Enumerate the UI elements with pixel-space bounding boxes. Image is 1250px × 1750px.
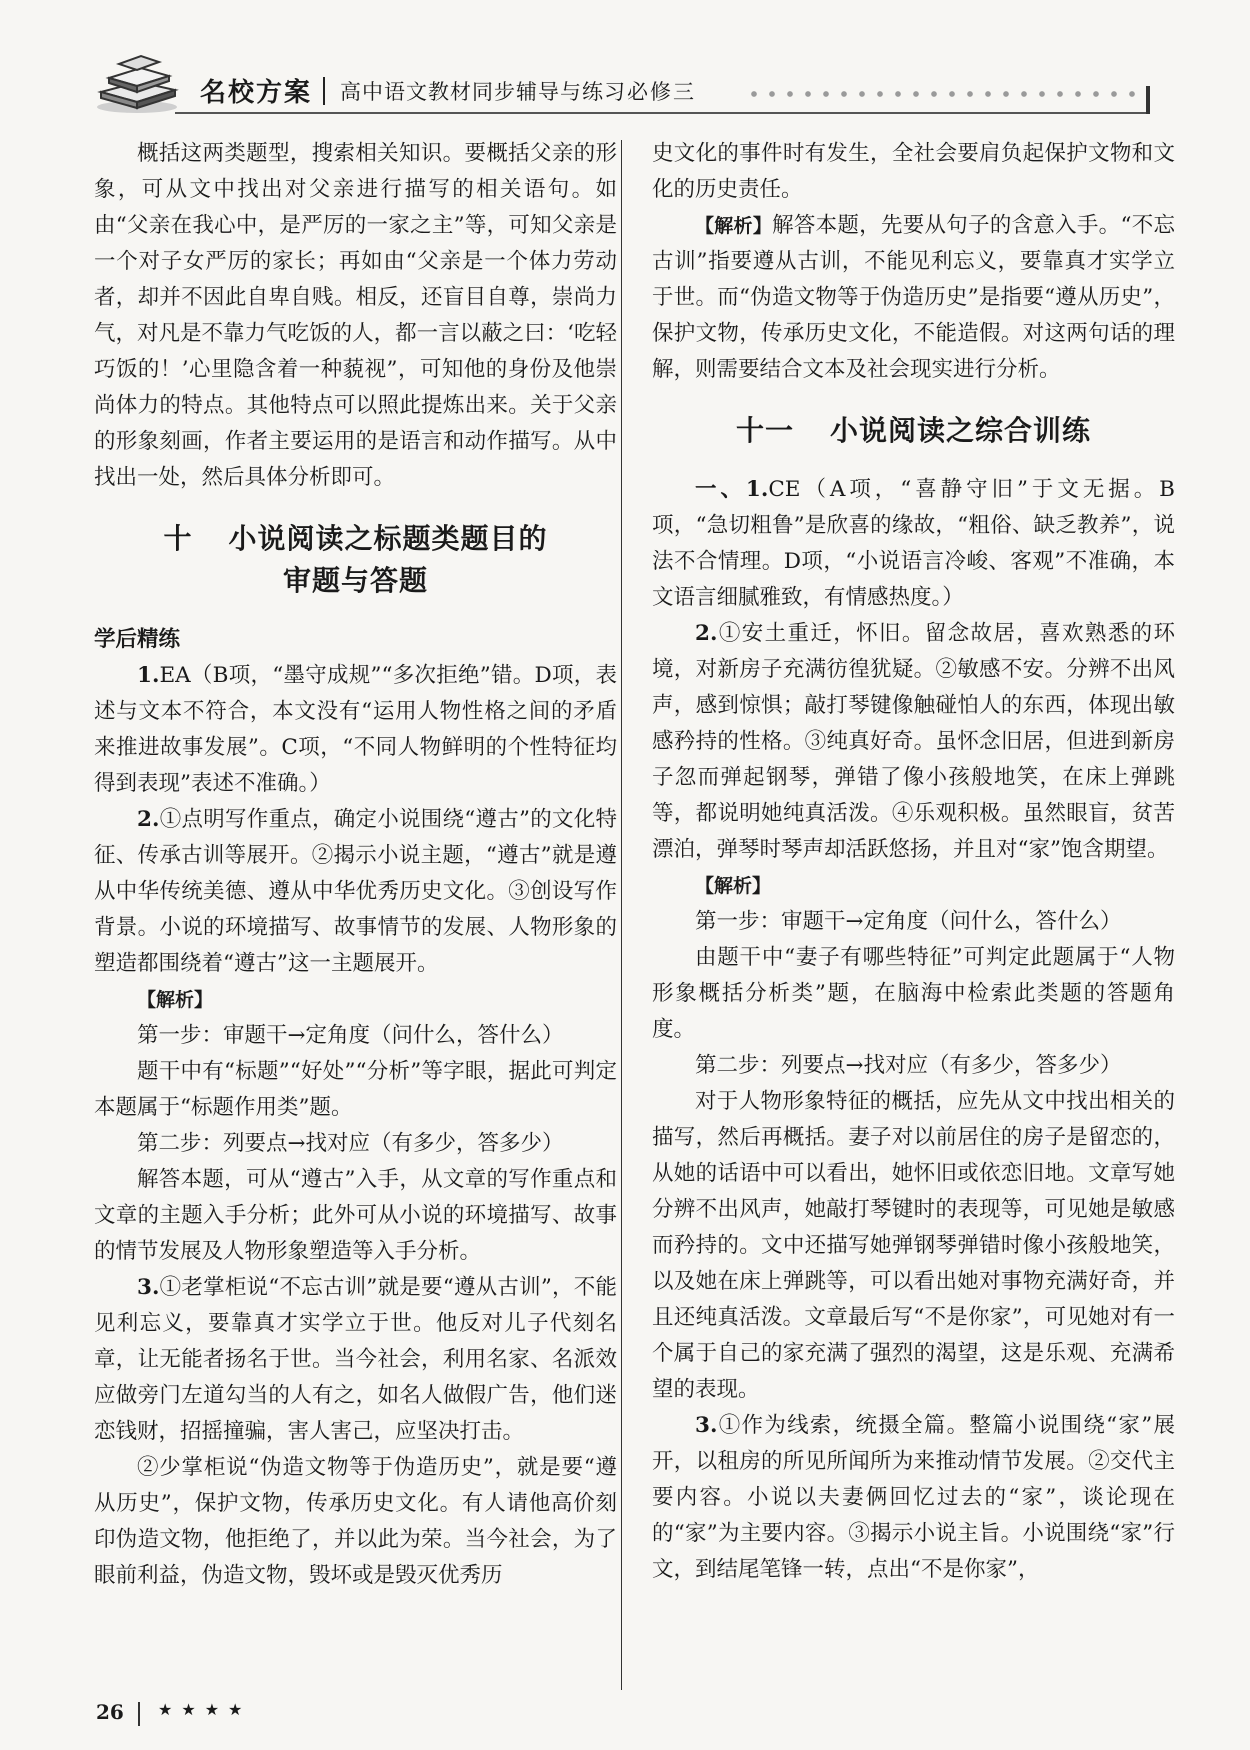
section-10-title-line1: 小说阅读之标题类题目的	[228, 522, 548, 555]
book-title: 高中语文教材同步辅导与练习	[340, 80, 626, 104]
answer-3-text: ①老掌柜说“不忘古训”就是要“遵从古训”，不能见利忘义，要靠真才实学立于世。他反对儿子代刻名章，让无能者扬名于世。当今社会，利用名家、名派效应做旁门左道勾当的人有之，如名人做假广告，他们迷恋钱财，招摇撞骗，害人害己，应坚决打击。	[94, 1275, 617, 1444]
page-footer	[96, 1700, 396, 1730]
step-1-text: 由题干中“妻子有哪些特征”可判定此题属于“人物形象概括分析类”题，在脑海中检索此类题的答题角度。	[652, 945, 1175, 1042]
intro-paragraph: 概括这两类题型，搜索相关知识。要概括父亲的形象，可从文中找出对父亲进行描写的相关语句。如由“父亲在我心中，是严厉的一家之主”等，可知父亲是一个对子女严厉的家长；再如由“父亲是一个体力劳动者，却并不因此自卑自贱。相反，还盲目自尊，崇尚力气，对凡是不靠力气吃饭的人，都一言以蔽之曰：‘吃轻巧饭的！’心里隐含着一种藐视”，可知他的身份及他崇尚体力的特点。其他特点可以照此提炼出来。关于父亲的形象刻画，作者主要运用的是语言和动作描写。从中找出一处，然后具体分析即可。	[94, 141, 617, 490]
answer-1-number: 一、1.	[695, 477, 769, 502]
header-divider	[323, 77, 325, 105]
footer-divider	[138, 1702, 140, 1726]
continued-text: 史文化的事件时有发生，全社会要肩负起保护文物和文化的历史责任。	[652, 141, 1175, 202]
difficulty-stars: ★★★★	[158, 1700, 252, 1719]
step-1-text: 题干中有“标题”“好处”“分析”等字眼，据此可判定本题属于“标题作用类”题。	[94, 1059, 617, 1120]
books-logo-icon	[95, 52, 180, 114]
answer-3-number: 3.	[695, 1413, 718, 1438]
section-10-title-line2: 审题与答题	[282, 564, 428, 597]
answer-3-text: ①作为线索，统摄全篇。整篇小说围绕“家”展开，以租房的所见所闻所为来推动情节发展。②交代主要内容。小说以夫妻俩回忆过去的“家”，谈论现在的“家”为主要内容。③揭示小说主旨。小说围绕“家”行文，到结尾笔锋一转，点出“不是你家”，	[652, 1413, 1175, 1582]
section-11-title-text: 小说阅读之综合训练	[830, 414, 1092, 447]
answer-1-number: 1.	[137, 663, 160, 688]
analysis-paragraph	[652, 208, 1175, 388]
left-column	[94, 136, 617, 1594]
step-2: 第二步：列要点→找对应（有多少，答多少）	[695, 1053, 1122, 1078]
step-2: 第二步：列要点→找对应（有多少，答多少）	[137, 1131, 564, 1156]
section-11-number: 十一	[735, 414, 794, 447]
answer-2-text: ①安土重迁，怀旧。留念故居，喜欢熟悉的环境，对新房子充满彷徨犹疑。②敏感不安。分辨不出风声，感到惊惧；敲打琴键像触碰怕人的东西，体现出敏感矜持的性格。③纯真好奇。虽怀念旧居，但进到新房子忽而弹起钢琴，弹错了像小孩般地笑，在床上弹跳等，都说明她纯真活泼。④乐观积极。虽然眼盲，贫苦漂泊，弹琴时琴声却活跃悠扬，并且对“家”饱含期望。	[652, 621, 1175, 862]
header-rule	[175, 112, 1150, 114]
answer-3-number: 3.	[137, 1275, 160, 1300]
step-2-text: 对于人物形象特征的概括，应先从文中找出相关的描写，然后再概括。妻子对以前居住的房子是留恋的，从她的话语中可以看出，她怀旧或依恋旧地。文章写她分辨不出风声，她敲打琴键时的表现等，可见她是敏感而矜持的。文中还描写她弹钢琴弹错时像小孩般地笑，以及她在床上弹跳等，可以看出她对事物充满好奇，并且还纯真活泼。文章最后写“不是你家”，可见她对有一个属于自己的家充满了强烈的渴望，这是乐观、充满希望的表现。	[652, 1089, 1175, 1402]
step-1: 第一步：审题干→定角度（问什么，答什么）	[695, 909, 1122, 934]
answer-3-part-2: ②少掌柜说“伪造文物等于伪造历史”，就是要“遵从历史”，保护文物，传承历史文化。有人请他高价刻印伪造文物，他拒绝了，并以此为荣。当今社会，为了眼前利益，伪造文物，毁坏或是毁灭优秀历	[94, 1455, 617, 1588]
analysis-label: 【解析】	[137, 989, 214, 1011]
page-header	[0, 0, 1250, 130]
answer-2	[94, 802, 617, 982]
series-name: 名校方案	[200, 78, 313, 108]
section-11-title	[652, 410, 1175, 452]
analysis-label: 【解析】	[695, 215, 773, 237]
answer-3	[94, 1270, 617, 1450]
answer-1-text: CE（A项，“喜静守旧”于文无据。B项，“急切粗鲁”是欣喜的缘故，“粗俗、缺乏教养”，说法不合情理。D项，“小说语言冷峻、客观”不准确，本文语言细腻雅致，有情感热度。）	[652, 477, 1175, 610]
volume-label: 必修三	[627, 80, 696, 104]
page-number: 26	[96, 1700, 124, 1724]
answer-3	[652, 1408, 1175, 1588]
step-2-text: 解答本题，可从“遵古”入手，从文章的写作重点和文章的主题入手分析；此外可从小说的环境描写、故事的情节发展及人物形象塑造等入手分析。	[94, 1167, 617, 1264]
step-1: 第一步：审题干→定角度（问什么，答什么）	[137, 1023, 564, 1048]
answer-1	[94, 658, 617, 802]
right-column	[652, 136, 1175, 1588]
answer-2	[652, 616, 1175, 868]
answer-1	[652, 472, 1175, 616]
analysis-label-2: 【解析】	[695, 875, 772, 897]
answer-2-number: 2.	[137, 807, 160, 832]
analysis-text: 解答本题，先要从句子的含意入手。“不忘古训”指要遵从古训，不能见利忘义，要靠真才实学立于世。而“伪造文物等于伪造历史”是指要“遵从历史”，保护文物，传承历史文化，不能造假。对这两句话的理解，则需要结合文本及社会现实进行分析。	[652, 213, 1175, 382]
exercise-subheading: 学后精练	[94, 627, 181, 652]
column-divider	[621, 140, 622, 1690]
answer-2-text: ①点明写作重点，确定小说围绕“遵古”的文化特征、传承古训等展开。②揭示小说主题，“遵古”就是遵从中华传统美德、遵从中华优秀历史文化。③创设写作背景。小说的环境描写、故事情节的发展、人物形象的塑造都围绕着“遵古”这一主题展开。	[94, 807, 617, 976]
section-10-title	[94, 518, 617, 602]
answer-1-text: EA（B项，“墨守成规”“多次拒绝”错。D项，表述与文本不符合，本文没有“运用人物性格之间的矛盾来推进故事发展”。C项，“不同人物鲜明的个性特征均得到表现”表述不准确。）	[94, 663, 617, 796]
answer-2-number: 2.	[695, 621, 718, 646]
header-rule-end	[1146, 86, 1150, 114]
header-dot-rule	[745, 90, 1145, 98]
section-10-number: 十	[163, 522, 193, 555]
